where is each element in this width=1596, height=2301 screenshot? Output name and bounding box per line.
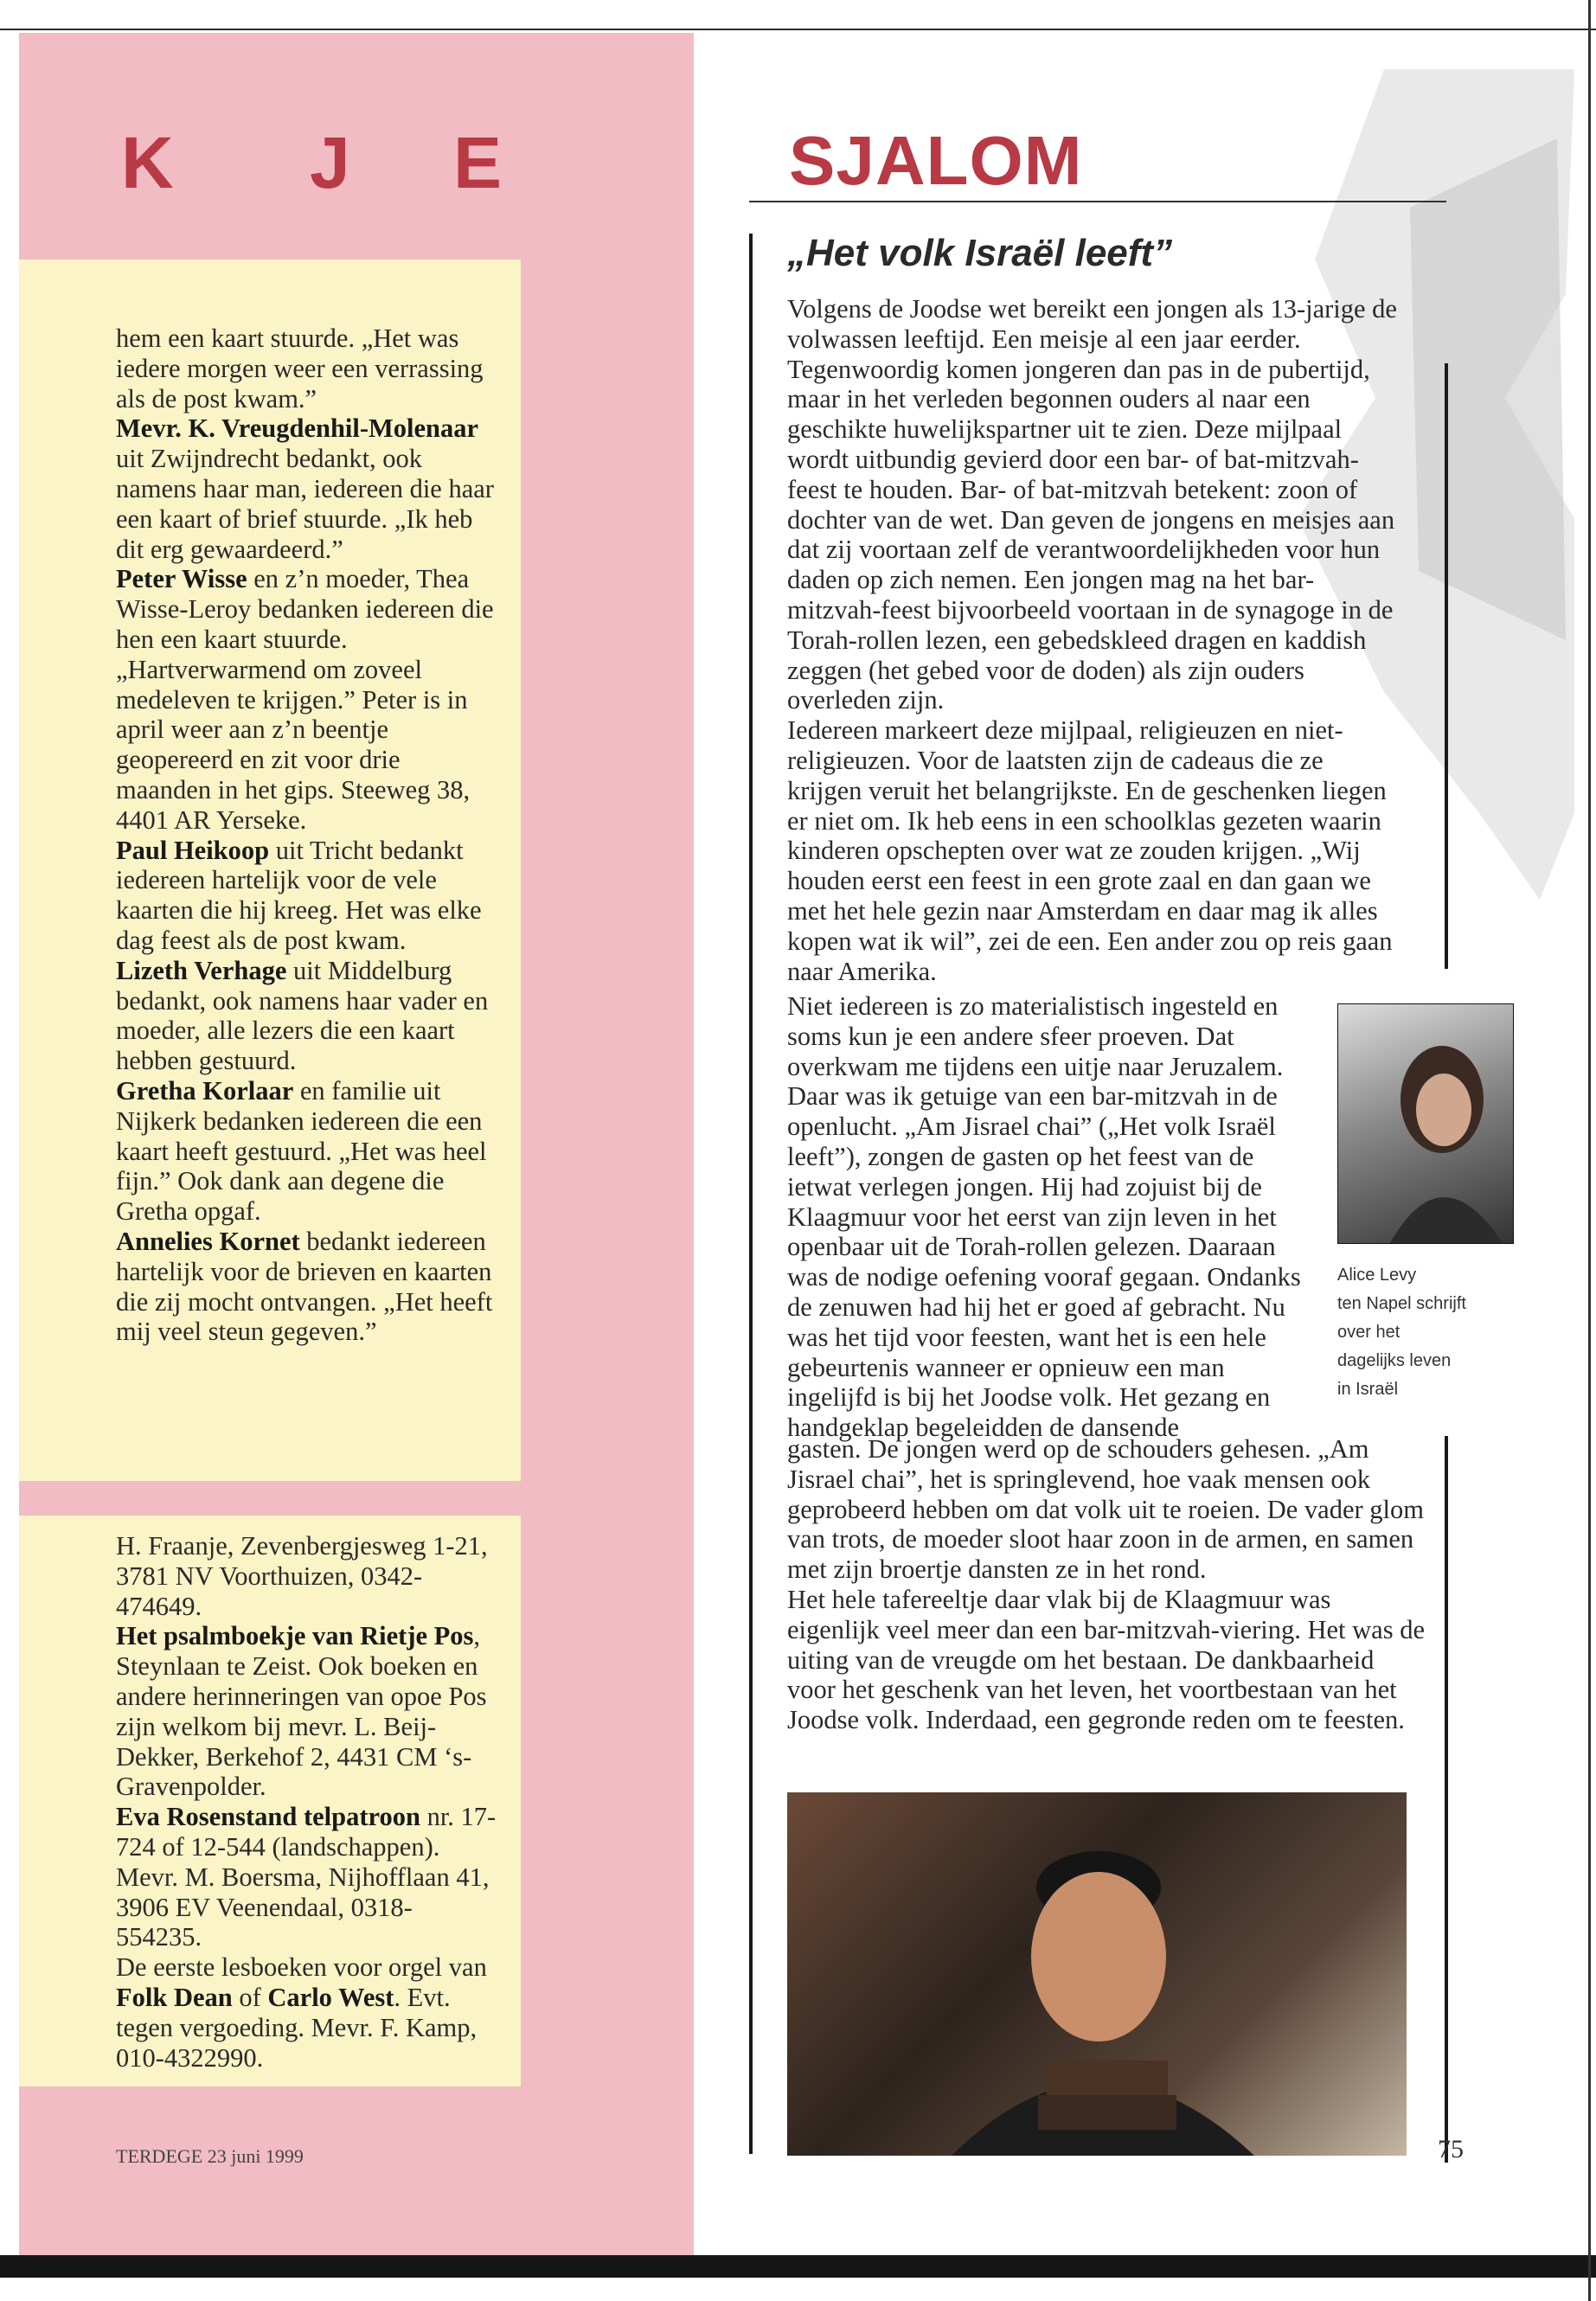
article-body-narrow [787,991,1317,1443]
bar-mitzvah-photo-image [787,1792,1407,2156]
header-letter-e: E [453,122,503,203]
bar-mitzvah-photo [787,1792,1407,2156]
thanks-item: Lizeth Verhage uit Middelburg bedankt, ook namens haar vader en moeder, alle lezers die een kaart hebben gestuurd. [116,955,489,1076]
thanks-text [116,324,497,1347]
request-item: H. Fraanje, Zevenbergjesweg 1-21, 3781 NV Voorthuizen, 0342-474649. [116,1531,488,1621]
thanks-item: Paul Heikoop uit Tricht bedankt iedereen hartelijk voor de vele kaarten die hij kreeg. Het was elke dag feest als de post kwam. [116,835,482,955]
requests-text [116,1531,497,2073]
author-portrait-image [1338,1004,1513,1243]
thanks-item: Mevr. K. Vreugdenhil-Molenaar uit Zwijndrecht bedankt, ook namens haar man, iedereen die haar een kaart of brief stuurde. „Ik heb dit erg gewaardeerd.” [116,413,494,564]
left-page-header [121,121,640,208]
portrait-caption [1337,1261,1510,1404]
caption-line: Alice Levy [1337,1266,1417,1285]
title-rule [749,201,1446,202]
article-subtitle: „Het volk Israël leeft” [787,232,1173,274]
section-title: SJALOM [789,122,1083,199]
page-number: 75 [1438,2135,1464,2163]
article-body [787,294,1403,986]
caption-line: in Israël [1337,1380,1399,1399]
column-rule-right [1445,363,1448,969]
request-item: Eva Rosenstand telpatroon nr. 17-724 of 12-544 (landschappen). Mevr. M. Boersma, Nijhofflaan 41, 3906 EV Veenendaal, 0318-554235. [116,1802,497,1952]
thanks-item: Peter Wisse en z’n moeder, Thea Wisse-Leroy bedanken iedereen die hen een kaart stuurde. „Hartverwarmend om zoveel medeleven te krijgen.” Peter is in april weer aan z’n beentje geopereerd en zit voor drie maanden in het gips. Steeweg 38, 4401 AR Yerseke. [116,564,494,835]
article-body-end [787,1434,1427,1735]
thanks-item: Annelies Kornet bedankt iedereen hartelijk voor de brieven en kaarten die zij mocht ontvangen. „Het heeft mij veel steun gegeven.” [116,1226,493,1347]
caption-line: over het [1337,1323,1401,1342]
article-paragraph: Niet iedereen is zo materialistisch ingesteld en soms kun je een andere sfeer proeven. Dat overkwam me tijdens een uitje naar Jeruzalem. Daar was ik getuige van een bar-mitzvah in de openlucht. „Am Jisrael chai” („Het volk Israël leeft”), zongen de gasten op het feest van de ietwat verlegen jongen. Hij had zojuist bij de Klaagmuur voor het eerst van zijn leven in het openbaar uit de Torah-rollen gelezen. Daaraan was de nodige oefening vooraf gegaan. Ondanks de zenuwen had hij het er goed af gebracht. Nu was het tijd voor feesten, want het is een hele gebeurtenis wanneer er opnieuw een man ingelijfd is bij het Joodse volk. Het gezang en handgeklap begeleidden de dansende [787,991,1301,1443]
request-item: Het psalmboekje van Rietje Pos, Steynlaan te Zeist. Ook boeken en andere herinneringen van opoe Pos zijn welkom bij mevr. L. Beij-Dekker, Berkehof 2, 4431 CM ‘s-Gravenpolder. [116,1621,487,1802]
article-paragraph: gasten. De jongen werd op de schouders gehesen. „Am Jisrael chai”, het is springlevend, hoe vaak mensen ook geprobeerd hebben om dat volk uit te roeien. De vader glom van trots, de moeder sloot haar zoon in de armen, en samen met zijn broertje dansten ze in het rond. [787,1434,1424,1585]
article-paragraph: Volgens de Joodse wet bereikt een jongen als 13-jarige de volwassen leeftijd. Een meisje al een jaar eerder. Tegenwoordig komen jongeren dan pas in de pubertijd, maar in het verleden begonnen ouders al naar een geschikte huwelijkspartner uit te zien. Deze mijlpaal wordt uitbundig gevierd door een bar- of bat-mitzvah-feest te houden. Bar- of bat-mitzvah betekent: zoon of dochter van de wet. Dan geven de jongens en meisjes aan dat zij voortaan zelf de verantwoordelijkheden voor hun daden op zich nemen. Een jongen mag na het bar-mitzvah-feest bijvoorbeeld voortaan in de synagoge in de Torah-rollen lezen, een gebedskleed dragen en kaddish zeggen (het gebed voor de doden) als zijn ouders overleden zijn. [787,294,1397,715]
header-letter-k: K [121,122,174,203]
article-paragraph: Iedereen markeert deze mijlpaal, religieuzen en niet-religieuzen. Voor de laatsten zijn de cadeaus die ze krijgen veruit het belangrijkste. En de geschenken liegen er niet om. Ik heb eens in een schoolklas gezeten waarin kinderen opschepten over wat ze zouden krijgen. „Wij houden eerst een feest in een grote zaal en dan gaan we met het hele gezin naar Amsterdam en daar mag ik alles kopen wat ik wil”, zei de een. Een ander zou op reis gaan naar Amerika. [787,715,1393,986]
bottom-edge [0,2255,1596,2278]
thanks-item: Gretha Korlaar en familie uit Nijkerk bedanken iedereen die een kaart heeft gestuurd. „Het was heel fijn.” Ook dank aan degene die Gretha opgaf. [116,1075,487,1227]
caption-line: ten Napel schrijft [1337,1294,1466,1313]
thanks-item: hem een kaart stuurde. „Het was iedere morgen weer een verrassing als de post kwam.” [116,324,484,413]
header-letter-j: J [310,122,350,203]
column-rule-right [1445,1436,1448,2163]
caption-line: dagelijks leven [1337,1351,1452,1370]
footer-publication: TERDEGE 23 juni 1999 [116,2145,304,2167]
article-paragraph: Het hele tafereeltje daar vlak bij de Klaagmuur was eigenlijk veel meer dan een bar-mitzvah-viering. Het was de uiting van de vreugde om het bestaan. De dankbaarheid voor het geschenk van het leven, het voortbestaan van het Joodse volk. Inderdaad, een gegronde reden om te feesten. [787,1584,1426,1735]
top-edge [0,29,1596,30]
request-item: De eerste lesboeken voor orgel van Folk Dean of Carlo West. Evt. tegen vergoeding. Mevr. F. Kamp, 010-4322990. [116,1952,487,2073]
author-portrait [1337,1003,1514,1244]
column-rule-left [749,234,753,2154]
